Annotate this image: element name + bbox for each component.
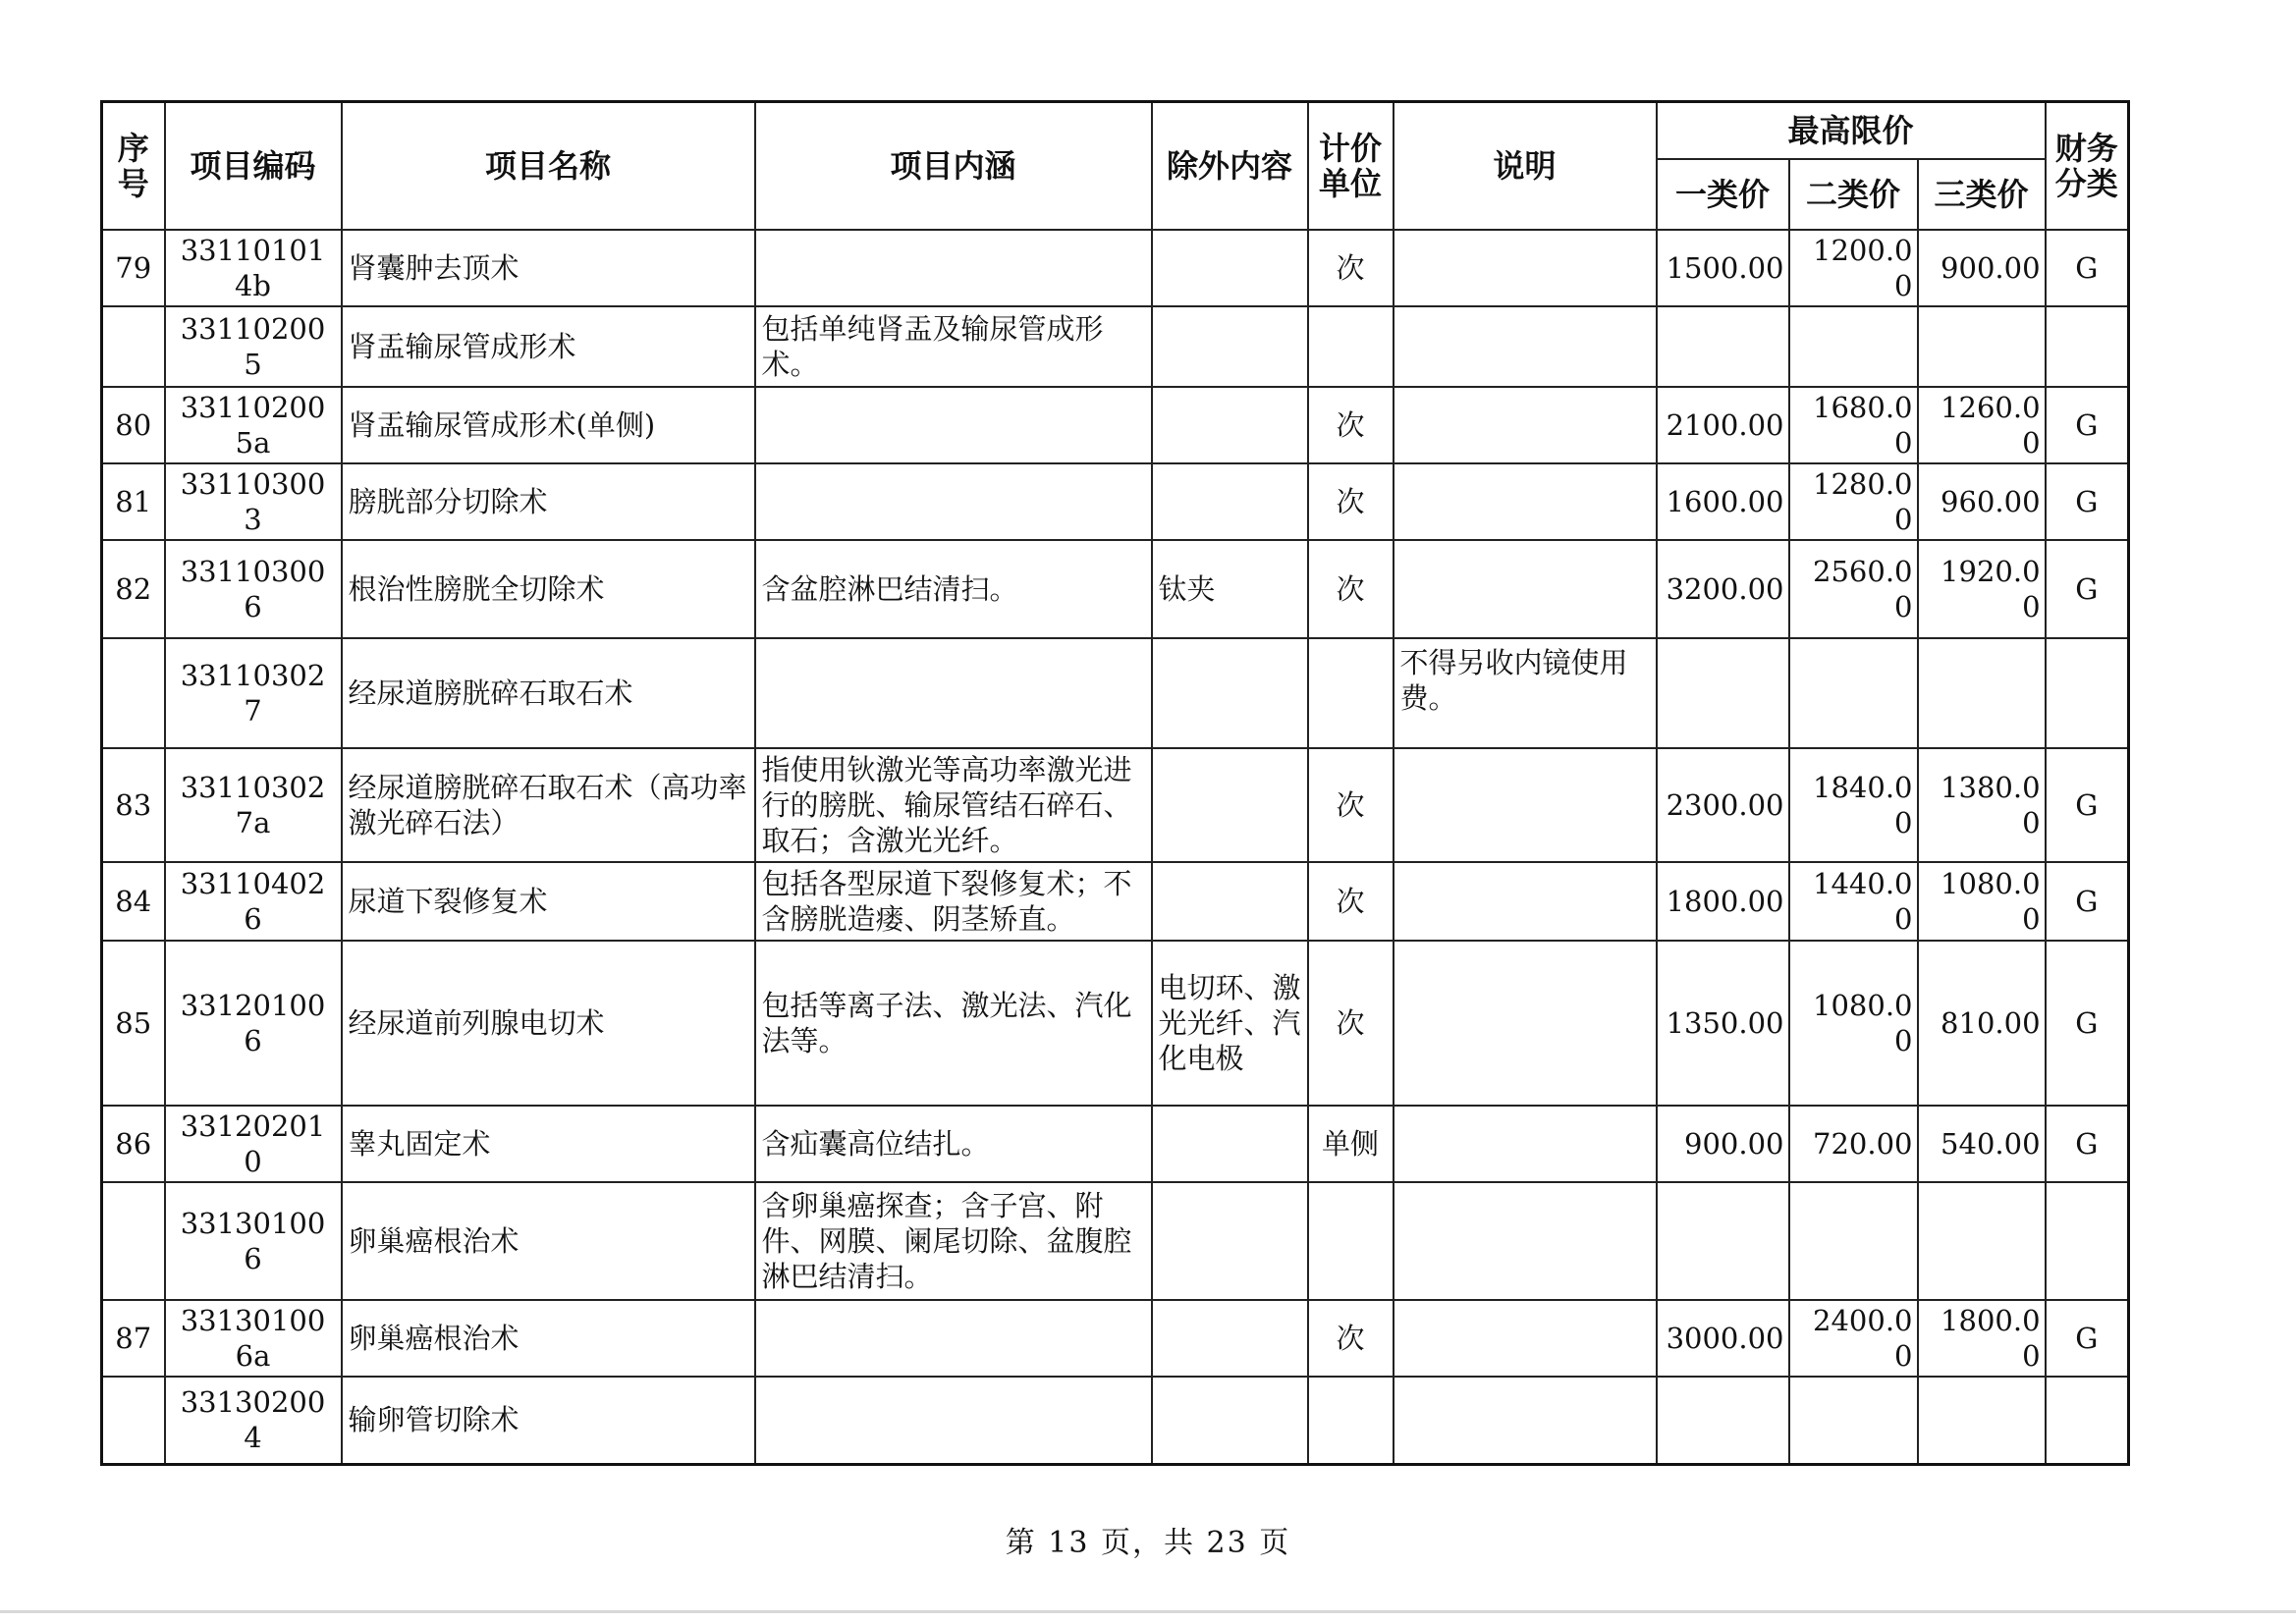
cell-content: 包括各型尿道下裂修复术；不含膀胱造瘘、阴茎矫直。 <box>755 862 1152 941</box>
cell-name: 根治性膀胱全切除术 <box>342 540 755 638</box>
cell-excluded: 钛夹 <box>1152 540 1308 638</box>
cell-price2: 720.00 <box>1789 1106 1918 1182</box>
cell-note <box>1394 540 1657 638</box>
cell-seq: 79 <box>102 230 165 306</box>
cell-content: 包括等离子法、激光法、汽化法等。 <box>755 941 1152 1106</box>
cell-excluded <box>1152 463 1308 540</box>
cell-seq: 80 <box>102 387 165 463</box>
cell-code: 331101014b <box>165 230 342 306</box>
cell-price1: 2100.00 <box>1657 387 1789 463</box>
cell-note <box>1394 1182 1657 1300</box>
cell-price3: 1260.00 <box>1918 387 2046 463</box>
cell-seq: 81 <box>102 463 165 540</box>
header-seq: 序号 <box>102 102 165 230</box>
cell-note <box>1394 941 1657 1106</box>
cell-content: 指使用钬激光等高功率激光进行的膀胱、输尿管结石碎石、取石；含激光光纤。 <box>755 748 1152 862</box>
cell-seq <box>102 306 165 387</box>
cell-seq: 85 <box>102 941 165 1106</box>
table-row <box>102 1182 2129 1300</box>
cell-price1: 2300.00 <box>1657 748 1789 862</box>
cell-content: 含盆腔淋巴结清扫。 <box>755 540 1152 638</box>
cell-code: 331103003 <box>165 463 342 540</box>
cell-price1 <box>1657 306 1789 387</box>
cell-excluded <box>1152 1182 1308 1300</box>
cell-price3: 1380.00 <box>1918 748 2046 862</box>
cell-price2: 1080.00 <box>1789 941 1918 1106</box>
cell-price2: 2400.00 <box>1789 1300 1918 1377</box>
cell-seq: 83 <box>102 748 165 862</box>
cell-price3: 810.00 <box>1918 941 2046 1106</box>
table-row <box>102 540 2129 638</box>
cell-price2: 1440.00 <box>1789 862 1918 941</box>
cell-seq: 84 <box>102 862 165 941</box>
cell-excluded <box>1152 387 1308 463</box>
cell-unit: 次 <box>1308 540 1394 638</box>
cell-unit <box>1308 306 1394 387</box>
cell-finance: G <box>2046 941 2129 1106</box>
cell-finance: G <box>2046 1300 2129 1377</box>
cell-price2: 1680.00 <box>1789 387 1918 463</box>
cell-finance: G <box>2046 748 2129 862</box>
cell-excluded <box>1152 748 1308 862</box>
cell-note: 不得另收内镜使用费。 <box>1394 638 1657 748</box>
cell-code: 331302004 <box>165 1377 342 1465</box>
cell-unit: 单侧 <box>1308 1106 1394 1182</box>
cell-price2 <box>1789 1377 1918 1465</box>
cell-unit: 次 <box>1308 748 1394 862</box>
cell-excluded <box>1152 638 1308 748</box>
cell-seq: 87 <box>102 1300 165 1377</box>
cell-seq <box>102 1377 165 1465</box>
cell-price1: 1500.00 <box>1657 230 1789 306</box>
table-row <box>102 230 2129 306</box>
table-row <box>102 748 2129 862</box>
cell-seq: 86 <box>102 1106 165 1182</box>
cell-content <box>755 1300 1152 1377</box>
cell-code: 331102005 <box>165 306 342 387</box>
cell-finance: G <box>2046 540 2129 638</box>
cell-code: 331104026 <box>165 862 342 941</box>
cell-code: 331103006 <box>165 540 342 638</box>
cell-unit: 次 <box>1308 941 1394 1106</box>
cell-price1: 3000.00 <box>1657 1300 1789 1377</box>
cell-note <box>1394 862 1657 941</box>
cell-content: 含卵巢癌探查；含子宫、附件、网膜、阑尾切除、盆腹腔淋巴结清扫。 <box>755 1182 1152 1300</box>
cell-content: 包括单纯肾盂及输尿管成形术。 <box>755 306 1152 387</box>
cell-name: 卵巢癌根治术 <box>342 1182 755 1300</box>
cell-code: 331103027a <box>165 748 342 862</box>
scan-edge <box>0 1610 2296 1613</box>
cell-note <box>1394 1377 1657 1465</box>
cell-content: 含疝囊高位结扎。 <box>755 1106 1152 1182</box>
header-note: 说明 <box>1394 102 1657 230</box>
cell-name: 经尿道膀胱碎石取石术 <box>342 638 755 748</box>
cell-name: 卵巢癌根治术 <box>342 1300 755 1377</box>
cell-name: 输卵管切除术 <box>342 1377 755 1465</box>
cell-excluded <box>1152 1377 1308 1465</box>
cell-finance <box>2046 1377 2129 1465</box>
cell-price1: 1800.00 <box>1657 862 1789 941</box>
cell-excluded: 电切环、激光光纤、汽化电极 <box>1152 941 1308 1106</box>
table-row <box>102 638 2129 748</box>
cell-unit: 次 <box>1308 463 1394 540</box>
price-table-container <box>100 100 2127 1466</box>
cell-note <box>1394 1300 1657 1377</box>
cell-price3 <box>1918 1377 2046 1465</box>
header-price2: 二类价 <box>1789 159 1918 230</box>
cell-finance: G <box>2046 1106 2129 1182</box>
cell-unit: 次 <box>1308 862 1394 941</box>
cell-excluded <box>1152 862 1308 941</box>
cell-name: 经尿道膀胱碎石取石术（高功率激光碎石法） <box>342 748 755 862</box>
cell-price1 <box>1657 1377 1789 1465</box>
cell-content <box>755 463 1152 540</box>
cell-price2 <box>1789 1182 1918 1300</box>
cell-seq <box>102 638 165 748</box>
table-row <box>102 387 2129 463</box>
cell-price1: 1600.00 <box>1657 463 1789 540</box>
cell-unit <box>1308 1182 1394 1300</box>
cell-seq: 82 <box>102 540 165 638</box>
header-price1: 一类价 <box>1657 159 1789 230</box>
cell-finance <box>2046 638 2129 748</box>
cell-seq <box>102 1182 165 1300</box>
cell-price2 <box>1789 638 1918 748</box>
cell-excluded <box>1152 230 1308 306</box>
table-row <box>102 306 2129 387</box>
table-body <box>102 230 2129 1465</box>
cell-price2: 1280.00 <box>1789 463 1918 540</box>
cell-finance: G <box>2046 230 2129 306</box>
cell-note <box>1394 230 1657 306</box>
header-code: 项目编码 <box>165 102 342 230</box>
table-row <box>102 862 2129 941</box>
cell-note <box>1394 463 1657 540</box>
cell-name: 尿道下裂修复术 <box>342 862 755 941</box>
cell-content <box>755 387 1152 463</box>
cell-price3: 960.00 <box>1918 463 2046 540</box>
cell-name: 睾丸固定术 <box>342 1106 755 1182</box>
cell-note <box>1394 1106 1657 1182</box>
cell-note <box>1394 387 1657 463</box>
cell-price3: 540.00 <box>1918 1106 2046 1182</box>
cell-finance: G <box>2046 862 2129 941</box>
cell-note <box>1394 748 1657 862</box>
header-name: 项目名称 <box>342 102 755 230</box>
table-row <box>102 1106 2129 1182</box>
cell-name: 肾盂输尿管成形术(单侧) <box>342 387 755 463</box>
header-unit: 计价单位 <box>1308 102 1394 230</box>
cell-finance: G <box>2046 387 2129 463</box>
cell-excluded <box>1152 306 1308 387</box>
cell-price3: 1080.00 <box>1918 862 2046 941</box>
cell-content <box>755 1377 1152 1465</box>
cell-code: 331301006 <box>165 1182 342 1300</box>
cell-price3 <box>1918 1182 2046 1300</box>
table-row <box>102 463 2129 540</box>
cell-price2: 2560.00 <box>1789 540 1918 638</box>
cell-unit <box>1308 638 1394 748</box>
cell-content <box>755 230 1152 306</box>
cell-price2 <box>1789 306 1918 387</box>
cell-finance <box>2046 306 2129 387</box>
cell-code: 331103027 <box>165 638 342 748</box>
cell-excluded <box>1152 1106 1308 1182</box>
cell-finance <box>2046 1182 2129 1300</box>
cell-unit <box>1308 1377 1394 1465</box>
header-content: 项目内涵 <box>755 102 1152 230</box>
table-row <box>102 1300 2129 1377</box>
header-max-price: 最高限价 <box>1657 102 2046 159</box>
header-excluded: 除外内容 <box>1152 102 1308 230</box>
header-price3: 三类价 <box>1918 159 2046 230</box>
cell-finance: G <box>2046 463 2129 540</box>
cell-price1 <box>1657 1182 1789 1300</box>
cell-excluded <box>1152 1300 1308 1377</box>
table-row <box>102 941 2129 1106</box>
cell-code: 331301006a <box>165 1300 342 1377</box>
cell-price1: 3200.00 <box>1657 540 1789 638</box>
cell-price3: 1920.00 <box>1918 540 2046 638</box>
cell-code: 331102005a <box>165 387 342 463</box>
header-finance: 财务分类 <box>2046 102 2129 230</box>
table-row <box>102 1377 2129 1465</box>
cell-price3: 1800.00 <box>1918 1300 2046 1377</box>
cell-price3 <box>1918 306 2046 387</box>
cell-price1 <box>1657 638 1789 748</box>
cell-name: 经尿道前列腺电切术 <box>342 941 755 1106</box>
cell-price2: 1200.00 <box>1789 230 1918 306</box>
cell-price2: 1840.00 <box>1789 748 1918 862</box>
page-number: 第 13 页，共 23 页 <box>1005 1526 1291 1560</box>
cell-name: 肾盂输尿管成形术 <box>342 306 755 387</box>
cell-name: 肾囊肿去顶术 <box>342 230 755 306</box>
cell-price1: 900.00 <box>1657 1106 1789 1182</box>
cell-price1: 1350.00 <box>1657 941 1789 1106</box>
price-table <box>100 100 2130 1466</box>
cell-unit: 次 <box>1308 230 1394 306</box>
cell-code: 331201006 <box>165 941 342 1106</box>
cell-code: 331202010 <box>165 1106 342 1182</box>
cell-price3: 900.00 <box>1918 230 2046 306</box>
cell-price3 <box>1918 638 2046 748</box>
cell-unit: 次 <box>1308 387 1394 463</box>
cell-unit: 次 <box>1308 1300 1394 1377</box>
cell-name: 膀胱部分切除术 <box>342 463 755 540</box>
cell-note <box>1394 306 1657 387</box>
cell-content <box>755 638 1152 748</box>
